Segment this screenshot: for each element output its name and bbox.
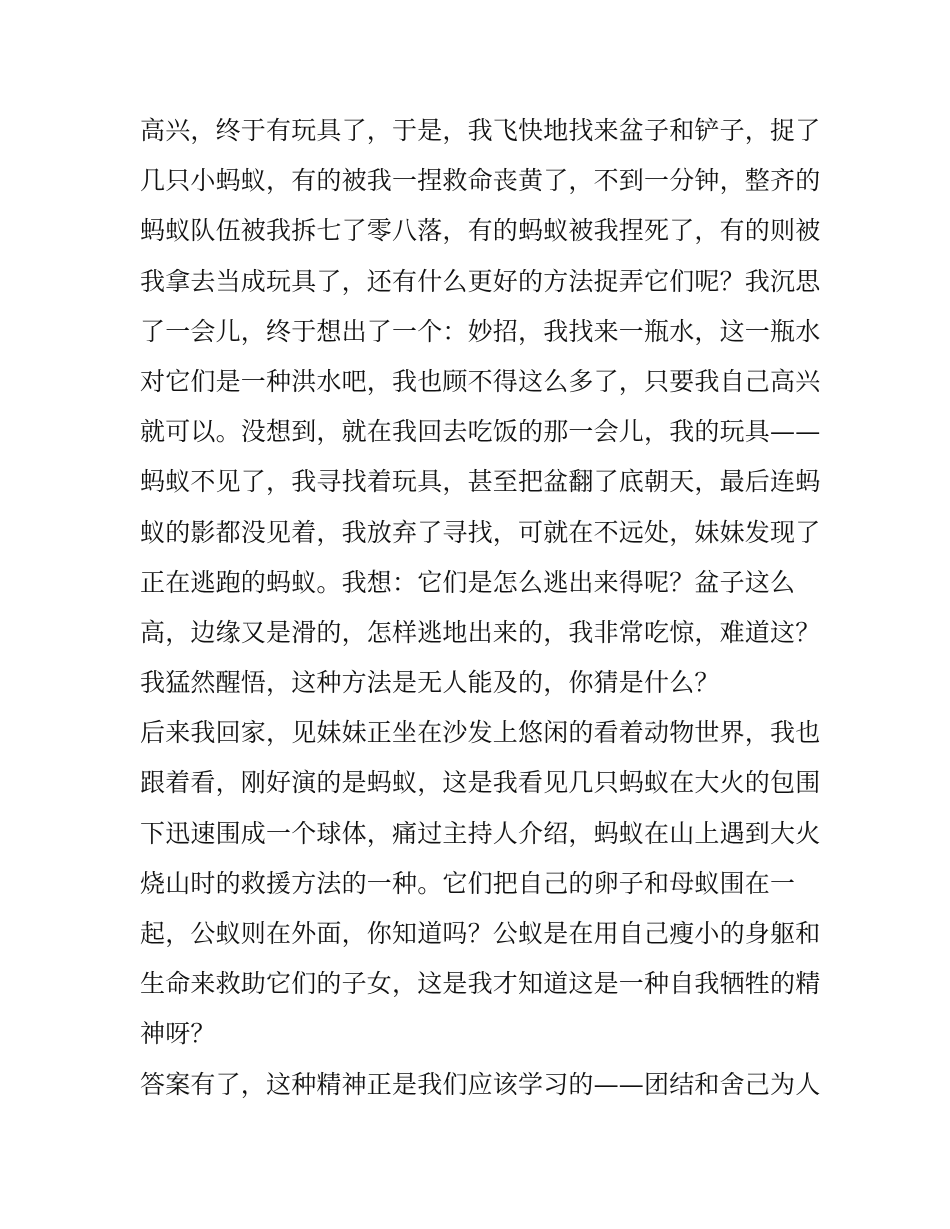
text-line: 我猛然醒悟，这种方法是无人能及的，你猜是什么？ bbox=[140, 668, 720, 698]
text-line: 神呀？ bbox=[140, 1019, 216, 1049]
text-line: 几只小蚂蚁，有的被我一捏救命丧黄了，不到一分钟，整齐的 bbox=[140, 166, 821, 196]
text-line: 高兴，终于有玩具了，于是，我飞快地找来盆子和铲子，捉了 bbox=[140, 116, 821, 145]
text-line: 蚁的影都没见着，我放弃了寻找，可就在不远处，妹妹发现了 bbox=[140, 517, 821, 547]
text-line: 生命来救助它们的子女，这是我才知道这是一种自我牺牲的精 bbox=[140, 969, 821, 999]
text-line: 后来我回家，见妹妹正坐在沙发上悠闲的看着动物世界，我也 bbox=[140, 718, 821, 748]
text-line: 烧山时的救援方法的一种。它们把自己的卵子和母蚁围在一 bbox=[140, 868, 796, 898]
body-text bbox=[140, 106, 830, 1110]
text-line: 对它们是一种洪水吧，我也顾不得这么多了，只要我自己高兴 bbox=[140, 366, 821, 396]
text-line: 就可以。没想到，就在我回去吃饭的那一会儿，我的玩具—— bbox=[140, 417, 821, 447]
text-line: 正在逃跑的蚂蚁。我想：它们是怎么逃出来得呢？盆子这么 bbox=[140, 567, 796, 597]
text-line: 了一会儿，终于想出了一个：妙招，我找来一瓶水，这一瓶水 bbox=[140, 316, 821, 346]
text-line: 我拿去当成玩具了，还有什么更好的方法捉弄它们呢？我沉思 bbox=[140, 266, 821, 296]
text-line: 跟着看，刚好演的是蚂蚁，这是我看见几只蚂蚁在大火的包围 bbox=[140, 768, 821, 798]
text-line: 起，公蚁则在外面，你知道吗？公蚁是在用自己瘦小的身躯和 bbox=[140, 919, 821, 948]
text-line: 蚂蚁队伍被我拆七了零八落，有的蚂蚁被我捏死了，有的则被 bbox=[140, 216, 821, 246]
text-line: 高，边缘又是滑的，怎样逃地出来的，我非常吃惊，难道这？ bbox=[140, 617, 821, 647]
text-line: 蚂蚁不见了，我寻找着玩具，甚至把盆翻了底朝天，最后连蚂 bbox=[140, 467, 821, 497]
text-line: 答案有了，这种精神正是我们应该学习的——团结和舍己为人 bbox=[140, 1069, 821, 1099]
text-line: 下迅速围成一个球体，痛过主持人介绍，蚂蚁在山上遇到大火 bbox=[140, 818, 821, 848]
